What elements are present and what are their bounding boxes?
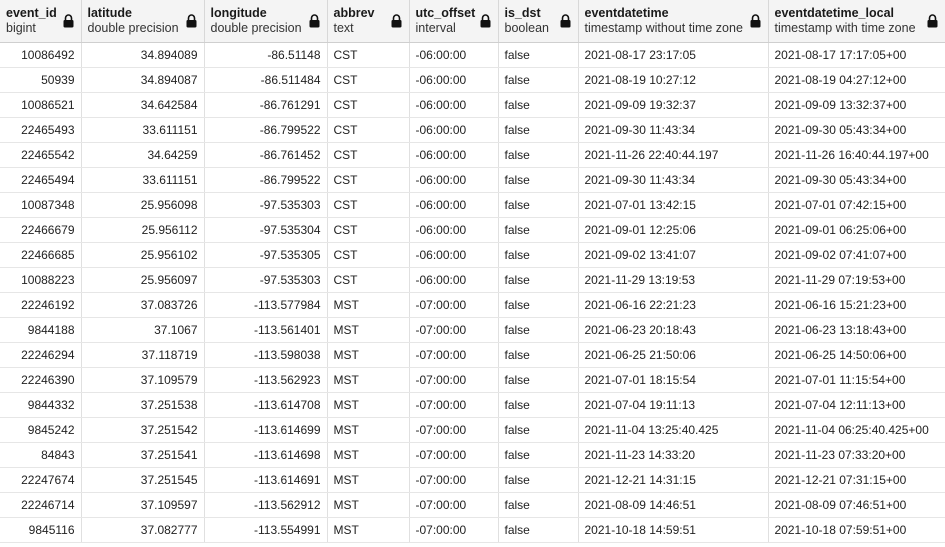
cell-longitude[interactable]: -97.535305 [204,243,327,268]
cell-event-id[interactable]: 10086492 [0,43,81,68]
cell-event-id[interactable]: 84843 [0,443,81,468]
cell-longitude[interactable]: -97.535303 [204,268,327,293]
cell-eventdatetime-local[interactable]: 2021-09-30 05:43:34+00 [768,118,945,143]
column-name: latitude [87,6,132,20]
cell-longitude[interactable]: -113.562912 [204,493,327,518]
cell-eventdatetime-local[interactable]: 2021-09-02 07:41:07+00 [768,243,945,268]
lock-icon [391,14,402,28]
cell-abbrev[interactable]: CST [327,143,409,168]
cell-is-dst[interactable]: false [498,68,578,93]
cell-event-id[interactable]: 22246714 [0,493,81,518]
column-name: utc_offset [415,6,476,20]
cell-eventdatetime-local[interactable]: 2021-11-29 07:19:53+00 [768,268,945,293]
column-name: longitude [210,6,267,20]
cell-event-id[interactable]: 50939 [0,68,81,93]
cell-longitude[interactable]: -113.554991 [204,518,327,543]
cell-eventdatetime[interactable]: 2021-11-23 14:33:20 [578,443,768,468]
cell-event-id[interactable]: 9845116 [0,518,81,543]
cell-abbrev[interactable]: CST [327,68,409,93]
cell-is-dst[interactable]: false [498,193,578,218]
cell-utc-offset[interactable]: -07:00:00 [409,368,498,393]
cell-eventdatetime[interactable]: 2021-06-25 21:50:06 [578,343,768,368]
cell-latitude[interactable]: 37.251538 [81,393,204,418]
column-name: eventdatetime [584,6,669,20]
cell-is-dst[interactable]: false [498,493,578,518]
column-type: boolean [504,21,549,35]
table-row[interactable] [0,268,945,293]
cell-is-dst[interactable]: false [498,218,578,243]
cell-abbrev[interactable]: CST [327,243,409,268]
cell-is-dst[interactable]: false [498,268,578,293]
cell-eventdatetime[interactable]: 2021-11-04 13:25:40.425 [578,418,768,443]
cell-event-id[interactable]: 9844332 [0,393,81,418]
table-row[interactable] [0,418,945,443]
cell-longitude[interactable]: -97.535303 [204,193,327,218]
cell-utc-offset[interactable]: -06:00:00 [409,93,498,118]
cell-is-dst[interactable]: false [498,468,578,493]
cell-utc-offset[interactable]: -06:00:00 [409,118,498,143]
cell-event-id[interactable]: 22246192 [0,293,81,318]
header-row [0,0,945,43]
table-row[interactable] [0,443,945,468]
cell-eventdatetime[interactable]: 2021-09-30 11:43:34 [578,168,768,193]
cell-eventdatetime-local[interactable]: 2021-09-09 13:32:37+00 [768,93,945,118]
cell-is-dst[interactable]: false [498,343,578,368]
cell-eventdatetime-local[interactable]: 2021-07-01 11:15:54+00 [768,368,945,393]
lock-icon [927,14,938,28]
column-type: timestamp with time zone [774,21,916,35]
cell-eventdatetime[interactable]: 2021-12-21 14:31:15 [578,468,768,493]
cell-eventdatetime[interactable]: 2021-08-09 14:46:51 [578,493,768,518]
column-header-latitude[interactable] [81,0,204,43]
table-row[interactable] [0,293,945,318]
column-header-eventdatetime[interactable] [578,0,768,43]
cell-abbrev[interactable]: CST [327,218,409,243]
cell-abbrev[interactable]: MST [327,418,409,443]
cell-is-dst[interactable]: false [498,168,578,193]
cell-abbrev[interactable]: MST [327,368,409,393]
table-row[interactable] [0,343,945,368]
cell-eventdatetime[interactable]: 2021-08-17 23:17:05 [578,43,768,68]
column-header-event-id[interactable] [0,0,81,43]
cell-longitude[interactable]: -86.51148 [204,43,327,68]
cell-eventdatetime[interactable]: 2021-07-04 19:11:13 [578,393,768,418]
column-name: eventdatetime_local [774,6,894,20]
cell-eventdatetime-local[interactable]: 2021-10-18 07:59:51+00 [768,518,945,543]
cell-utc-offset[interactable]: -07:00:00 [409,343,498,368]
cell-eventdatetime[interactable]: 2021-07-01 18:15:54 [578,368,768,393]
table-row[interactable] [0,493,945,518]
cell-longitude[interactable]: -113.561401 [204,318,327,343]
cell-latitude[interactable]: 34.642584 [81,93,204,118]
cell-utc-offset[interactable]: -07:00:00 [409,518,498,543]
column-header-is-dst[interactable] [498,0,578,43]
cell-is-dst[interactable]: false [498,293,578,318]
lock-icon [560,14,571,28]
column-header-eventdatetime-local[interactable] [768,0,945,43]
cell-longitude[interactable]: -113.577984 [204,293,327,318]
cell-longitude[interactable]: -113.562923 [204,368,327,393]
cell-abbrev[interactable]: MST [327,343,409,368]
column-type: timestamp without time zone [584,21,743,35]
column-type: double precision [87,21,179,35]
lock-icon [750,14,761,28]
lock-icon [186,14,197,28]
cell-event-id[interactable]: 10086521 [0,93,81,118]
table-row[interactable] [0,143,945,168]
cell-eventdatetime[interactable]: 2021-09-30 11:43:34 [578,118,768,143]
cell-is-dst[interactable]: false [498,93,578,118]
cell-longitude[interactable]: -113.598038 [204,343,327,368]
cell-longitude[interactable]: -86.799522 [204,168,327,193]
cell-is-dst[interactable]: false [498,368,578,393]
cell-is-dst[interactable]: false [498,518,578,543]
table-row[interactable] [0,193,945,218]
cell-latitude[interactable]: 33.611151 [81,118,204,143]
cell-utc-offset[interactable]: -07:00:00 [409,418,498,443]
cell-abbrev[interactable]: CST [327,43,409,68]
cell-latitude[interactable]: 25.956098 [81,193,204,218]
cell-eventdatetime-local[interactable]: 2021-07-04 12:11:13+00 [768,393,945,418]
column-header-utc-offset[interactable] [409,0,498,43]
lock-icon [63,14,74,28]
cell-latitude[interactable]: 37.109597 [81,493,204,518]
cell-utc-offset[interactable]: -07:00:00 [409,393,498,418]
cell-latitude[interactable]: 37.109579 [81,368,204,393]
cell-latitude[interactable]: 34.64259 [81,143,204,168]
cell-abbrev[interactable]: MST [327,468,409,493]
cell-longitude[interactable]: -113.614708 [204,393,327,418]
cell-abbrev[interactable]: MST [327,318,409,343]
cell-utc-offset[interactable]: -07:00:00 [409,443,498,468]
cell-longitude[interactable]: -86.761452 [204,143,327,168]
table-row[interactable] [0,318,945,343]
table-row[interactable] [0,43,945,68]
cell-latitude[interactable]: 37.083726 [81,293,204,318]
cell-utc-offset[interactable]: -07:00:00 [409,468,498,493]
cell-eventdatetime-local[interactable]: 2021-11-26 16:40:44.197+00 [768,143,945,168]
cell-event-id[interactable]: 22466679 [0,218,81,243]
cell-latitude[interactable]: 37.251545 [81,468,204,493]
cell-longitude[interactable]: -97.535304 [204,218,327,243]
cell-eventdatetime-local[interactable]: 2021-06-25 14:50:06+00 [768,343,945,368]
cell-utc-offset[interactable]: -07:00:00 [409,293,498,318]
cell-eventdatetime-local[interactable]: 2021-08-17 17:17:05+00 [768,43,945,68]
cell-utc-offset[interactable]: -06:00:00 [409,268,498,293]
table-row[interactable] [0,218,945,243]
cell-latitude[interactable]: 37.251541 [81,443,204,468]
cell-longitude[interactable]: -86.761291 [204,93,327,118]
cell-event-id[interactable]: 9845242 [0,418,81,443]
cell-is-dst[interactable]: false [498,43,578,68]
cell-abbrev[interactable]: MST [327,443,409,468]
cell-is-dst[interactable]: false [498,443,578,468]
cell-utc-offset[interactable]: -06:00:00 [409,43,498,68]
cell-eventdatetime-local[interactable]: 2021-06-16 15:21:23+00 [768,293,945,318]
cell-eventdatetime-local[interactable]: 2021-06-23 13:18:43+00 [768,318,945,343]
cell-longitude[interactable]: -113.614691 [204,468,327,493]
cell-abbrev[interactable]: MST [327,493,409,518]
cell-eventdatetime-local[interactable]: 2021-08-09 07:46:51+00 [768,493,945,518]
cell-latitude[interactable]: 25.956112 [81,218,204,243]
cell-utc-offset[interactable]: -07:00:00 [409,318,498,343]
cell-eventdatetime[interactable]: 2021-10-18 14:59:51 [578,518,768,543]
cell-is-dst[interactable]: false [498,118,578,143]
cell-abbrev[interactable]: CST [327,168,409,193]
cell-utc-offset[interactable]: -06:00:00 [409,168,498,193]
column-name: abbrev [333,6,375,20]
cell-utc-offset[interactable]: -06:00:00 [409,193,498,218]
cell-longitude[interactable]: -113.614699 [204,418,327,443]
cell-eventdatetime-local[interactable]: 2021-11-23 07:33:20+00 [768,443,945,468]
cell-event-id[interactable]: 22246294 [0,343,81,368]
cell-is-dst[interactable]: false [498,393,578,418]
table-row[interactable] [0,93,945,118]
cell-eventdatetime-local[interactable]: 2021-07-01 07:42:15+00 [768,193,945,218]
column-name: event_id [6,6,57,20]
cell-eventdatetime-local[interactable]: 2021-08-19 04:27:12+00 [768,68,945,93]
column-header-longitude[interactable] [204,0,327,43]
cell-event-id[interactable]: 22247674 [0,468,81,493]
cell-eventdatetime[interactable]: 2021-07-01 13:42:15 [578,193,768,218]
lock-icon [480,14,491,28]
column-header-abbrev[interactable] [327,0,409,43]
column-name: is_dst [504,6,541,20]
table-row[interactable] [0,168,945,193]
cell-utc-offset[interactable]: -06:00:00 [409,218,498,243]
cell-longitude[interactable]: -113.614698 [204,443,327,468]
cell-eventdatetime[interactable]: 2021-06-23 20:18:43 [578,318,768,343]
cell-abbrev[interactable]: CST [327,268,409,293]
cell-abbrev[interactable]: CST [327,118,409,143]
cell-is-dst[interactable]: false [498,243,578,268]
table-row[interactable] [0,368,945,393]
cell-utc-offset[interactable]: -06:00:00 [409,68,498,93]
cell-eventdatetime[interactable]: 2021-08-19 10:27:12 [578,68,768,93]
cell-latitude[interactable]: 34.894087 [81,68,204,93]
column-type: bigint [6,21,36,35]
cell-abbrev[interactable]: CST [327,193,409,218]
cell-eventdatetime[interactable]: 2021-09-02 13:41:07 [578,243,768,268]
column-type: interval [415,21,456,35]
cell-eventdatetime-local[interactable]: 2021-09-30 05:43:34+00 [768,168,945,193]
cell-longitude[interactable]: -86.799522 [204,118,327,143]
cell-event-id[interactable]: 22246390 [0,368,81,393]
cell-latitude[interactable]: 33.611151 [81,168,204,193]
table-row[interactable] [0,243,945,268]
table-row[interactable] [0,118,945,143]
cell-eventdatetime[interactable]: 2021-09-01 12:25:06 [578,218,768,243]
cell-utc-offset[interactable]: -07:00:00 [409,493,498,518]
cell-latitude[interactable]: 25.956102 [81,243,204,268]
column-type: text [333,21,354,35]
cell-eventdatetime[interactable]: 2021-11-29 13:19:53 [578,268,768,293]
cell-event-id[interactable]: 10087348 [0,193,81,218]
cell-abbrev[interactable]: MST [327,393,409,418]
cell-event-id[interactable]: 22466685 [0,243,81,268]
cell-eventdatetime-local[interactable]: 2021-11-04 06:25:40.425+00 [768,418,945,443]
cell-is-dst[interactable]: false [498,143,578,168]
table-row[interactable] [0,68,945,93]
cell-longitude[interactable]: -86.511484 [204,68,327,93]
cell-abbrev[interactable]: CST [327,93,409,118]
cell-latitude[interactable]: 37.082777 [81,518,204,543]
cell-latitude[interactable]: 37.251542 [81,418,204,443]
table-row[interactable] [0,468,945,493]
cell-event-id[interactable]: 10088223 [0,268,81,293]
cell-abbrev[interactable]: MST [327,293,409,318]
cell-utc-offset[interactable]: -06:00:00 [409,143,498,168]
cell-is-dst[interactable]: false [498,318,578,343]
cell-latitude[interactable]: 37.1067 [81,318,204,343]
cell-eventdatetime-local[interactable]: 2021-12-21 07:31:15+00 [768,468,945,493]
cell-eventdatetime-local[interactable]: 2021-09-01 06:25:06+00 [768,218,945,243]
column-type: double precision [210,21,302,35]
table-row[interactable] [0,393,945,418]
cell-eventdatetime[interactable]: 2021-09-09 19:32:37 [578,93,768,118]
cell-latitude[interactable]: 25.956097 [81,268,204,293]
cell-utc-offset[interactable]: -06:00:00 [409,243,498,268]
cell-eventdatetime[interactable]: 2021-06-16 22:21:23 [578,293,768,318]
cell-latitude[interactable]: 34.894089 [81,43,204,68]
cell-event-id[interactable]: 9844188 [0,318,81,343]
lock-icon [309,14,320,28]
cell-latitude[interactable]: 37.118719 [81,343,204,368]
grid-body [0,43,945,543]
cell-is-dst[interactable]: false [498,418,578,443]
cell-eventdatetime[interactable]: 2021-11-26 22:40:44.197 [578,143,768,168]
cell-event-id[interactable]: 22465542 [0,143,81,168]
cell-event-id[interactable]: 22465493 [0,118,81,143]
table-row[interactable] [0,518,945,543]
cell-event-id[interactable]: 22465494 [0,168,81,193]
cell-abbrev[interactable]: MST [327,518,409,543]
